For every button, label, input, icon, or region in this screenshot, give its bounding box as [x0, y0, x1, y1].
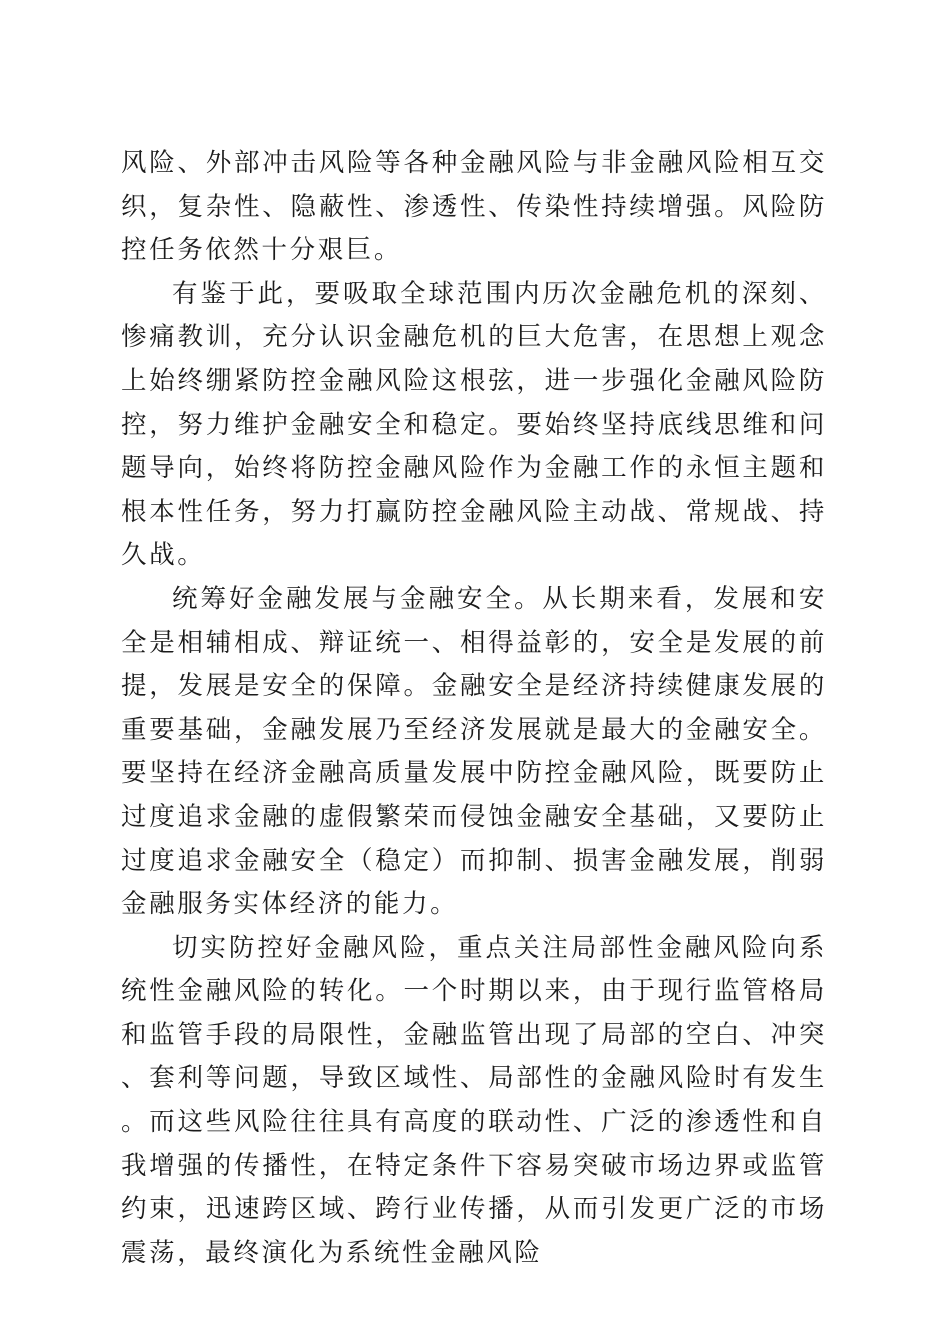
- paragraph-2: 有鉴于此，要吸取全球范围内历次金融危机的深刻、惨痛教训，充分认识金融危机的巨大危害，在思想上观念上始终绷紧防控金融风险这根弦，进一步强化金融风险防控，努力维护金融安全和稳定。要始终坚持底线思维和问题导向，始终将防控金融风险作为金融工作的永恒主题和根本性任务，努力打赢防控金融风险主动战、常规战、持久战。: [121, 278, 827, 571]
- document-body: [121, 142, 827, 1275]
- paragraph-1: 风险、外部冲击风险等各种金融风险与非金融风险相互交织，复杂性、隐蔽性、渗透性、传染性持续增强。风险防控任务依然十分艰巨。: [121, 148, 827, 266]
- paragraph-3: 统筹好金融发展与金融安全。从长期来看，发展和安全是相辅相成、辩证统一、相得益彰的，安全是发展的前提，发展是安全的保障。金融安全是经济持续健康发展的重要基础，金融发展乃至经济发展就是最大的金融安全。要坚持在经济金融高质量发展中防控金融风险，既要防止过度追求金融的虚假繁荣而侵蚀金融安全基础，又要防止过度追求金融安全（稳定）而抑制、损害金融发展，削弱金融服务实体经济的能力。: [121, 583, 827, 920]
- paragraph-4: 切实防控好金融风险，重点关注局部性金融风险向系统性金融风险的转化。一个时期以来，由于现行监管格局和监管手段的局限性，金融监管出现了局部的空白、冲突、套利等问题，导致区域性、局部性的金融风险时有发生。而这些风险往往具有高度的联动性、广泛的渗透性和自我增强的传播性，在特定条件下容易突破市场边界或监管约束，迅速跨区域、跨行业传播，从而引发更广泛的市场震荡，最终演化为系统性金融风险: [121, 932, 827, 1268]
